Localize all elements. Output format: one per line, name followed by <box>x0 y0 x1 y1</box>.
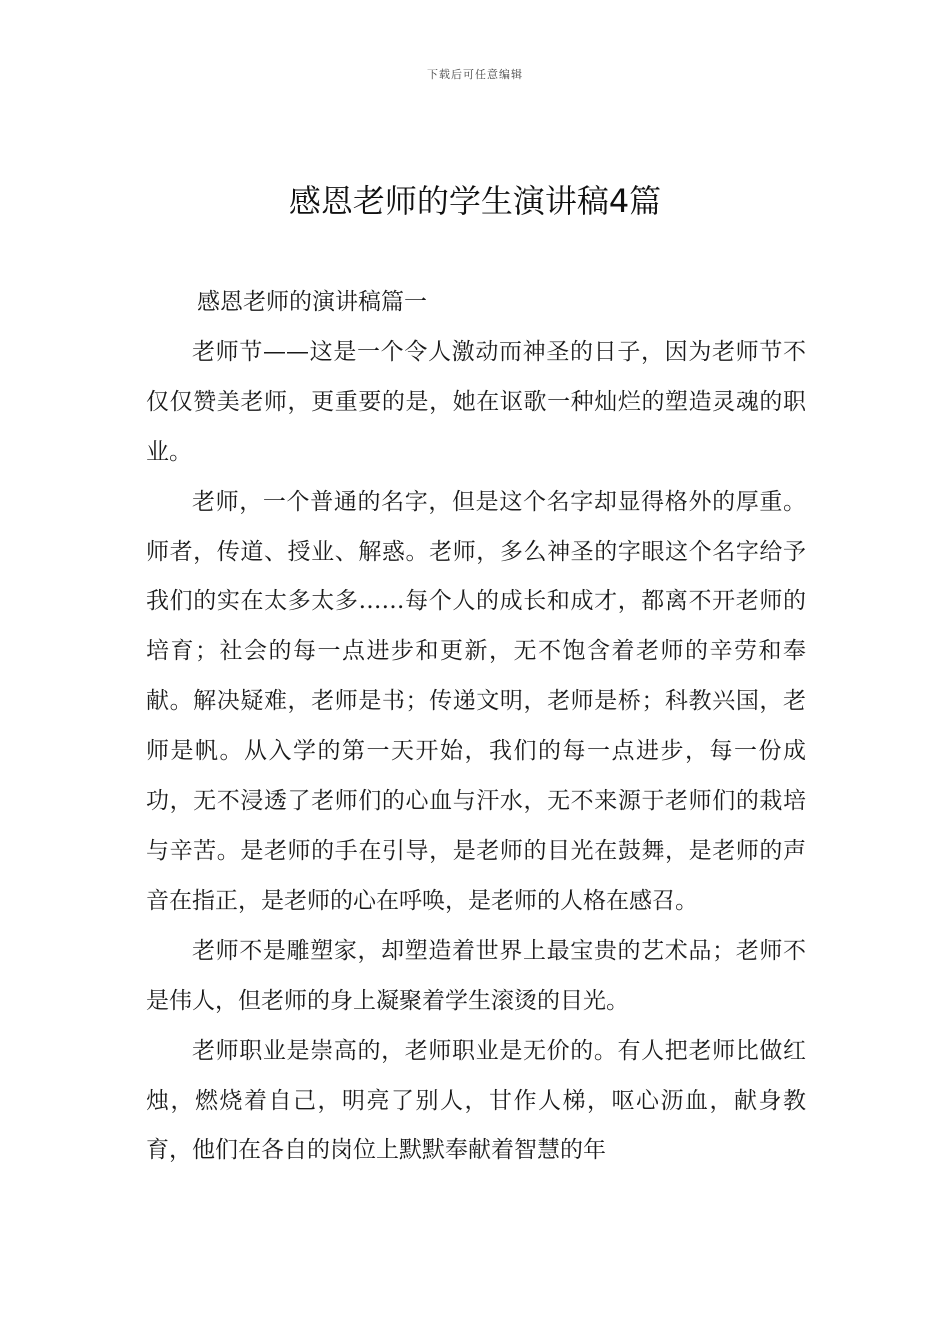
paragraph-3: 老师不是雕塑家，却塑造着世界上最宝贵的艺术品；老师不是伟人，但老师的身上凝聚着学生滚烫的目光。 <box>146 937 806 1014</box>
paragraph-1: 老师节——这是一个令人激动而神圣的日子，因为老师节不仅仅赞美老师，更重要的是，她在讴歌一种灿烂的塑造灵魂的职业。 <box>146 338 806 465</box>
paragraph-2: 老师，一个普通的名字，但是这个名字却显得格外的厚重。师者，传道、授业、解惑。老师，多么神圣的字眼这个名字给予我们的实在太多太多……每个人的成长和成才，都离不开老师的培育；社会的每一点进步和更新，无不饱含着老师的辛劳和奉献。解决疑难，老师是书；传递文明，老师是桥；科教兴国，老师是帆。从入学的第一天开始，我们的每一点进步，每一份成功，无不浸透了老师们的心血与汗水，无不来源于老师们的栽培与辛苦。是老师的手在引导，是老师的目光在鼓舞，是老师的声音在指正，是老师的心在呼唤，是老师的人格在感召。 <box>146 488 806 914</box>
section-heading: 感恩老师的演讲稿篇一 <box>197 289 427 315</box>
document-body <box>146 278 806 1176</box>
document-title: 感恩老师的学生演讲稿4篇 <box>288 182 662 220</box>
paragraph-4: 老师职业是崇高的，老师职业是无价的。有人把老师比做红烛，燃烧着自己，明亮了别人，甘作人梯，呕心沥血，献身教育，他们在各自的岗位上默默奉献着智慧的年 <box>146 1037 806 1164</box>
header-note: 下载后可任意编辑 <box>427 68 523 81</box>
